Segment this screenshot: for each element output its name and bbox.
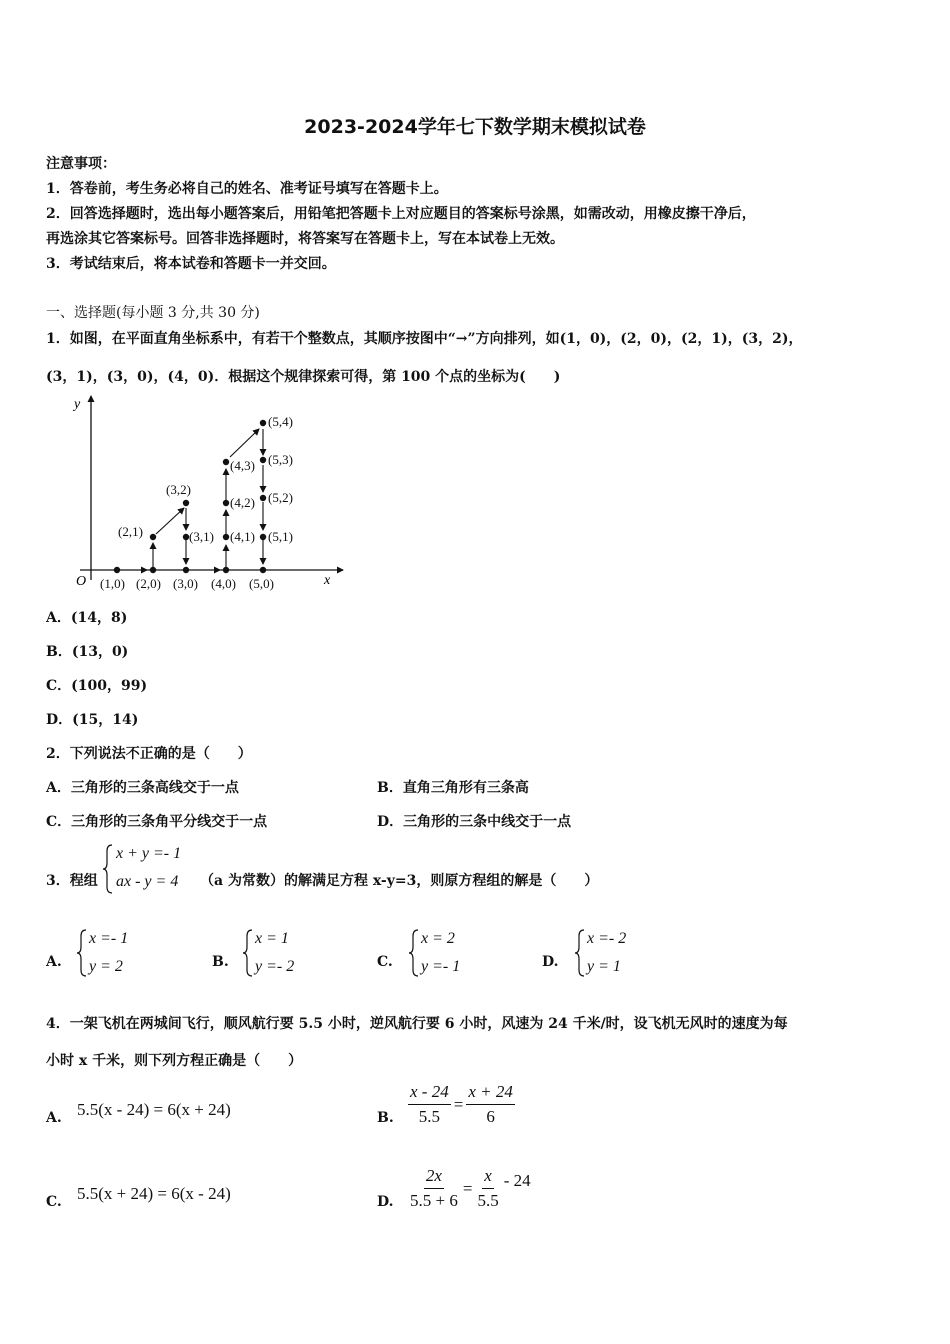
q4-option-b-expression [408,1082,515,1127]
label-4-0: (4,0) [211,576,236,591]
point-5-1 [260,534,266,540]
notice-item-3: 3．考试结束后，将本试卷和答题卡一并交回。 [46,256,336,272]
q3-equation-1: x + y =- 1 [116,845,182,862]
q3-suffix: （a 为常数）的解满足方程 x-y=3，则原方程组的解是（ ） [200,873,599,889]
arrow-21-32 [156,508,184,534]
q3-option-a-label[interactable]: A. [46,954,62,970]
q1-option-d[interactable]: D．(15，14) [46,712,139,728]
q4-option-b-num2: x + 24 [466,1082,515,1105]
label-5-1: (5,1) [268,529,293,544]
q4-option-d-den1: 5.5 + 6 [410,1191,458,1210]
point-4-0 [223,567,229,573]
q3-option-c-brace [408,928,420,978]
q3-option-b-eq1: x = 1 [255,930,289,947]
q4-stem-line1: 4．一架飞机在两城间飞行，顺风航行要 5.5 小时，逆风航行要 6 小时，风速为 24 千米/时，设飞机无风时的速度为每 [46,1016,788,1032]
section-heading: 一、选择题(每小题 3 分,共 30 分) [46,305,260,321]
label-2-1: (2,1) [118,524,143,539]
label-1-0: (1,0) [100,576,125,591]
q1-option-a[interactable]: A．(14，8) [46,610,128,626]
q3-option-c-eq2: y =- 1 [421,958,461,975]
label-3-2: (3,2) [166,482,191,497]
q3-option-c-eq1: x = 2 [421,930,455,947]
label-5-0: (5,0) [249,576,274,591]
q3-option-c-label[interactable]: C. [377,954,393,970]
q3-option-d-brace [574,928,586,978]
x-axis-label: x [324,573,331,588]
label-4-1: (4,1) [230,529,255,544]
page-title: 2023-2024学年七下数学期末模拟试卷 [304,116,646,138]
point-4-1 [223,534,229,540]
q1-option-b[interactable]: B．(13，0) [46,644,129,660]
q2-option-b[interactable]: B．直角三角形有三条高 [377,780,529,796]
label-4-3: (4,3) [230,458,255,473]
point-2-0 [150,567,156,573]
label-5-2: (5,2) [268,490,293,505]
q3-option-b-label[interactable]: B. [212,954,229,970]
label-3-0: (3,0) [173,576,198,591]
arrow-43-54 [230,429,259,457]
q2-option-a[interactable]: A．三角形的三条高线交于一点 [46,780,239,796]
point-4-3 [223,459,229,465]
q3-option-d-eq2: y = 1 [587,958,621,975]
notice-item-2-cont: 再选涂其它答案标号。回答非选择题时，将答案写在答题卡上，写在本试卷上无效。 [46,231,564,247]
q3-option-a-brace [76,928,88,978]
q4-option-d-expression [408,1166,531,1211]
point-3-2 [183,500,189,506]
q1-coordinate-figure [58,392,358,597]
q4-option-b-num1: x - 24 [408,1082,451,1105]
label-3-1: (3,1) [189,529,214,544]
notice-heading: 注意事项： [46,156,116,172]
point-5-4 [260,420,266,426]
q2-stem: 2．下列说法不正确的是（ ） [46,746,252,762]
q4-option-b-den2: 6 [486,1107,495,1126]
q3-prefix: 3．程组 [46,873,98,889]
notice-item-2: 2．回答选择题时，选出每小题答案后，用铅笔把答题卡上对应题目的答案标号涂黑，如需改动，用橡皮擦干净后， [46,206,756,222]
q2-option-c[interactable]: C．三角形的三条角平分线交于一点 [46,814,268,830]
origin-label: O [76,574,87,589]
q4-option-b-den1: 5.5 [418,1107,440,1126]
q4-option-c-expression: 5.5(x + 24) = 6(x - 24) [77,1184,231,1203]
q4-option-d-equals: = [462,1178,473,1198]
q3-option-b-brace [242,928,254,978]
q4-option-b-equals: = [453,1094,464,1114]
q1-option-c[interactable]: C．(100，99) [46,678,148,694]
point-5-2 [260,495,266,501]
q4-option-d-den2: 5.5 [477,1191,499,1210]
q3-option-b-eq2: y =- 2 [255,958,295,975]
label-5-4: (5,4) [268,414,293,429]
q1-stem-line2: (3，1)，(3，0)，(4，0)．根据这个规律探索可得，第 100 个点的坐标为( ) [46,369,561,385]
point-2-1 [150,534,156,540]
q4-option-d-tail: - 24 [503,1170,531,1190]
q4-option-b-label[interactable]: B. [377,1110,394,1126]
point-3-0 [183,567,189,573]
q4-option-d-label[interactable]: D. [377,1194,394,1210]
q4-option-c-label[interactable]: C. [46,1194,62,1210]
y-axis-label: y [74,397,81,412]
q2-option-d[interactable]: D．三角形的三条中线交于一点 [377,814,572,830]
label-5-3: (5,3) [268,452,293,467]
q3-equation-2: ax - y = 4 [116,873,179,890]
q3-option-a-eq2: y = 2 [89,958,123,975]
q3-option-a-eq1: x =- 1 [89,930,129,947]
label-4-2: (4,2) [230,495,255,510]
q3-system-brace [102,843,114,895]
q4-option-d-num1: 2x [424,1166,444,1189]
notice-item-1: 1．答卷前，考生务必将自己的姓名、准考证号填写在答题卡上。 [46,181,448,197]
point-1-0 [114,567,120,573]
point-5-0 [260,567,266,573]
q4-option-d-num2: x [482,1166,494,1189]
q3-option-d-eq1: x =- 2 [587,930,627,947]
point-4-2 [223,500,229,506]
q1-stem-line1: 1．如图，在平面直角坐标系中，有若干个整数点，其顺序按图中“→”方向排列，如(1，0)，(2，0)，(2，1)，(3，2)， [46,331,803,347]
label-2-0: (2,0) [136,576,161,591]
point-5-3 [260,457,266,463]
q3-option-d-label[interactable]: D. [542,954,559,970]
q4-option-a-expression: 5.5(x - 24) = 6(x + 24) [77,1100,231,1119]
q4-stem-line2: 小时 x 千米，则下列方程正确是（ ） [46,1053,303,1069]
q4-option-a-label[interactable]: A. [46,1110,62,1126]
